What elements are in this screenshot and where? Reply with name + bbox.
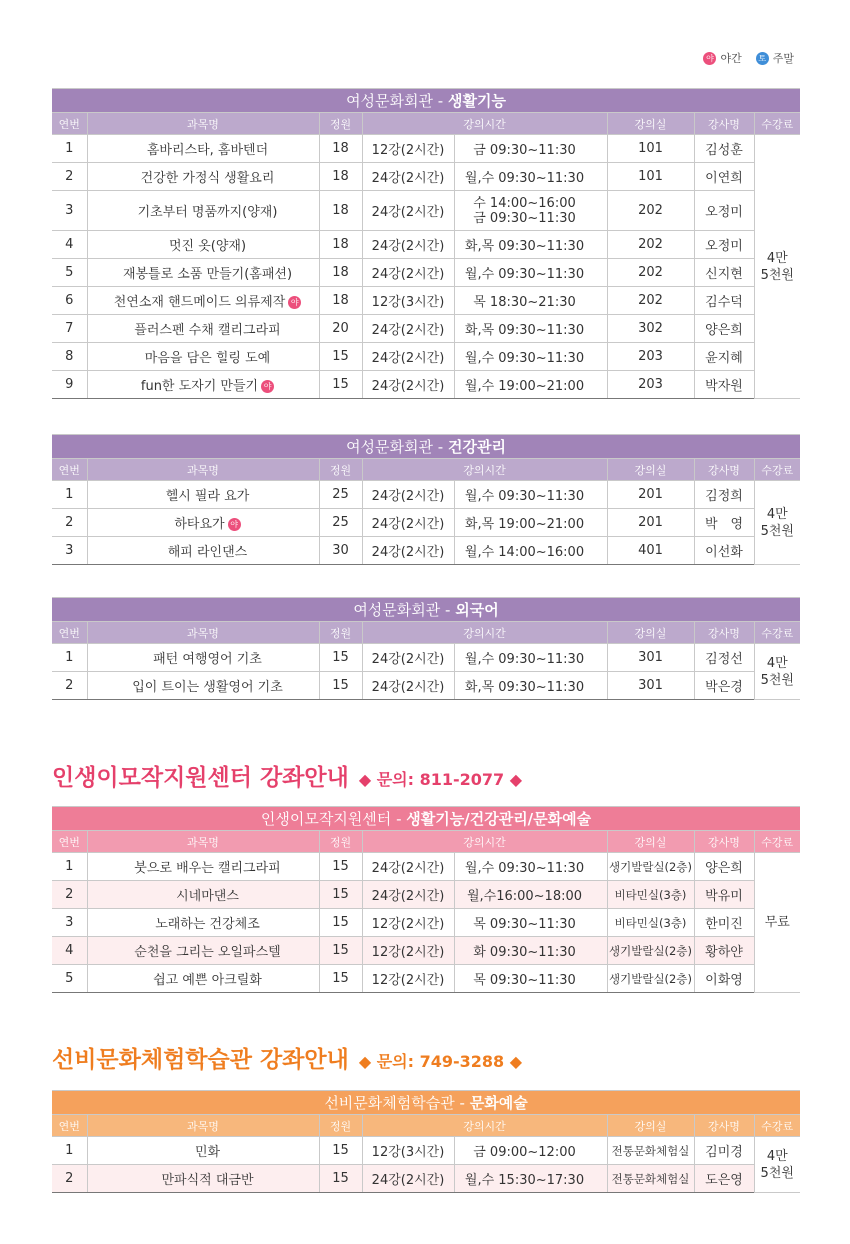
classroom: 생기발랄실(2층) — [607, 853, 694, 881]
class-time: 화,목 09:30~11:30 — [454, 231, 607, 259]
table-title-category: 생활기능 — [448, 92, 506, 110]
course-name-text: 천연소재 핸드메이드 의류제작 — [113, 295, 286, 310]
course-name — [87, 343, 319, 371]
session-count: 24강(2시간) — [362, 537, 454, 565]
table-row — [52, 644, 800, 672]
table-row — [52, 672, 800, 700]
course-table-foreign-language — [52, 597, 800, 700]
table-title-category: 건강관리 — [448, 438, 506, 456]
classroom: 201 — [607, 481, 694, 509]
course-name-text: 해피 라인댄스 — [167, 545, 248, 560]
table-title-prefix: 여성문화회관 — [353, 601, 441, 619]
row-number: 1 — [52, 481, 87, 509]
table-title-dash: - — [437, 92, 444, 110]
classroom: 203 — [607, 343, 694, 371]
column-header: 과목명 — [87, 459, 319, 481]
row-number: 2 — [52, 881, 87, 909]
row-number: 2 — [52, 672, 87, 700]
class-time: 화 09:30~11:30 — [454, 937, 607, 965]
table-title-dash: - — [445, 601, 451, 619]
column-header: 과목명 — [87, 1115, 319, 1137]
table-row — [52, 135, 800, 163]
classroom: 201 — [607, 509, 694, 537]
course-name-text: 만파식적 대금반 — [161, 1173, 254, 1188]
course-name — [87, 1137, 319, 1165]
class-time: 월,수 15:30~17:30 — [454, 1165, 607, 1193]
course-name — [87, 853, 319, 881]
weekend-label: 주말 — [772, 52, 794, 65]
class-time: 월,수 09:30~11:30 — [454, 853, 607, 881]
table-title-category: 문화예술 — [469, 1094, 528, 1112]
course-table-living-skills — [52, 88, 800, 399]
table-title — [52, 1091, 800, 1115]
session-count: 24강(2시간) — [362, 315, 454, 343]
night-class-icon: 야 — [228, 518, 241, 531]
course-name-text: 기초부터 명품까지(양재) — [137, 205, 278, 220]
column-header: 강의시간 — [362, 1115, 607, 1137]
instructor: 양은희 — [694, 315, 754, 343]
section-title-text: 선비문화체험학습관 강좌안내 — [52, 1047, 349, 1073]
table-title-category: 생활기능/건강관리/문화예술 — [406, 810, 592, 828]
row-number: 5 — [52, 965, 87, 993]
table-title-row — [52, 435, 800, 459]
capacity: 15 — [319, 371, 362, 399]
table-header-row — [52, 1115, 800, 1137]
course-name — [87, 163, 319, 191]
table-row — [52, 937, 800, 965]
table-row — [52, 881, 800, 909]
column-header: 강사명 — [694, 1115, 754, 1137]
capacity: 15 — [319, 1137, 362, 1165]
column-header: 강사명 — [694, 622, 754, 644]
course-table-life-center — [52, 806, 800, 993]
course-table-seonbi-center — [52, 1090, 800, 1193]
course-name — [87, 287, 319, 315]
row-number: 2 — [52, 509, 87, 537]
legend — [703, 50, 794, 66]
capacity: 30 — [319, 537, 362, 565]
session-count: 12강(3시간) — [362, 287, 454, 315]
table-row — [52, 537, 800, 565]
course-name-text: 붓으로 배우는 캘리그라피 — [134, 861, 281, 876]
session-count: 12강(2시간) — [362, 937, 454, 965]
table-title-dash: - — [459, 1094, 465, 1112]
classroom: 202 — [607, 259, 694, 287]
tuition-fee-line: 4만 — [766, 506, 788, 522]
tuition-fee-line: 4만 — [766, 250, 788, 266]
classroom: 202 — [607, 191, 694, 231]
course-name-text: 홈바리스타, 홈바텐더 — [146, 143, 269, 158]
course-name-text: 건강한 가정식 생활요리 — [140, 171, 275, 186]
classroom: 생기발랄실(2층) — [607, 937, 694, 965]
course-name — [87, 259, 319, 287]
column-header: 과목명 — [87, 113, 319, 135]
column-header: 연번 — [52, 459, 87, 481]
tuition-fee-line: 5천원 — [760, 267, 794, 283]
session-count: 24강(2시간) — [362, 481, 454, 509]
section-title-seonbi-center — [52, 1041, 522, 1074]
column-header: 수강료 — [754, 459, 800, 481]
table-row — [52, 163, 800, 191]
instructor: 윤지혜 — [694, 343, 754, 371]
session-count: 24강(2시간) — [362, 509, 454, 537]
instructor: 한미진 — [694, 909, 754, 937]
table-row — [52, 1165, 800, 1193]
class-time: 화,목 09:30~11:30 — [454, 672, 607, 700]
instructor: 박자원 — [694, 371, 754, 399]
column-header: 정원 — [319, 459, 362, 481]
tuition-fee-line: 5천원 — [760, 523, 794, 539]
table-row — [52, 481, 800, 509]
course-name — [87, 509, 319, 537]
course-name-text: 하타요가 — [174, 517, 225, 532]
classroom: 101 — [607, 135, 694, 163]
class-time — [454, 191, 607, 231]
capacity: 15 — [319, 343, 362, 371]
table-title-dash: - — [396, 810, 402, 828]
course-name-text: 입이 트이는 생활영어 기초 — [132, 680, 283, 695]
session-count: 24강(2시간) — [362, 259, 454, 287]
course-name — [87, 537, 319, 565]
table-row — [52, 1137, 800, 1165]
column-header: 연번 — [52, 831, 87, 853]
session-count: 24강(2시간) — [362, 371, 454, 399]
night-badge-icon: 야 — [703, 52, 716, 65]
row-number: 4 — [52, 231, 87, 259]
session-count: 24강(2시간) — [362, 191, 454, 231]
section-title-text: 인생이모작지원센터 강좌안내 — [52, 765, 349, 791]
row-number: 4 — [52, 937, 87, 965]
table-row — [52, 191, 800, 231]
class-time: 월,수 09:30~11:30 — [454, 343, 607, 371]
instructor: 이화영 — [694, 965, 754, 993]
classroom: 301 — [607, 672, 694, 700]
course-name-text: 순천을 그리는 오일파스텔 — [134, 945, 281, 960]
class-time-line: 금 09:30~11:30 — [473, 210, 576, 226]
classroom: 101 — [607, 163, 694, 191]
column-header: 강의시간 — [362, 459, 607, 481]
capacity: 15 — [319, 672, 362, 700]
instructor: 김성훈 — [694, 135, 754, 163]
row-number: 2 — [52, 1165, 87, 1193]
table-row — [52, 259, 800, 287]
tuition-fee-line: 5천원 — [760, 672, 794, 688]
course-name — [87, 231, 319, 259]
table-row — [52, 231, 800, 259]
session-count: 24강(2시간) — [362, 163, 454, 191]
instructor: 김정희 — [694, 481, 754, 509]
class-time: 월,수 09:30~11:30 — [454, 259, 607, 287]
row-number: 1 — [52, 1137, 87, 1165]
instructor: 오정미 — [694, 191, 754, 231]
class-time: 화,목 09:30~11:30 — [454, 315, 607, 343]
course-name — [87, 1165, 319, 1193]
column-header: 강의시간 — [362, 622, 607, 644]
column-header: 정원 — [319, 622, 362, 644]
course-name-text: 시네마댄스 — [176, 889, 239, 904]
class-time-line: 수 14:00~16:00 — [473, 195, 576, 211]
session-count: 24강(2시간) — [362, 853, 454, 881]
course-name-text: 민화 — [194, 1145, 221, 1160]
instructor: 양은희 — [694, 853, 754, 881]
table-row — [52, 343, 800, 371]
session-count: 12강(2시간) — [362, 909, 454, 937]
course-name-text: 쉽고 예쁜 아크릴화 — [153, 973, 262, 988]
instructor: 이연희 — [694, 163, 754, 191]
column-header: 수강료 — [754, 622, 800, 644]
capacity: 25 — [319, 509, 362, 537]
course-name — [87, 672, 319, 700]
class-time: 목 18:30~21:30 — [454, 287, 607, 315]
table-row — [52, 287, 800, 315]
course-name-text: 멋진 옷(양재) — [168, 239, 247, 254]
classroom: 비타민실(3층) — [607, 881, 694, 909]
course-name-text: 노래하는 건강체조 — [155, 917, 260, 932]
classroom: 전통문화체험실 — [607, 1137, 694, 1165]
course-name — [87, 191, 319, 231]
tuition-fee-line: 4만 — [766, 655, 788, 671]
column-header: 연번 — [52, 113, 87, 135]
course-name — [87, 881, 319, 909]
instructor: 황하얀 — [694, 937, 754, 965]
capacity: 15 — [319, 1165, 362, 1193]
tuition-fee — [754, 644, 800, 700]
course-name — [87, 315, 319, 343]
row-number: 6 — [52, 287, 87, 315]
column-header: 강의실 — [607, 459, 694, 481]
course-name — [87, 909, 319, 937]
table-title-prefix: 인생이모작지원센터 — [260, 810, 392, 828]
table-title-row — [52, 89, 800, 113]
column-header: 강의실 — [607, 622, 694, 644]
night-class-icon: 야 — [288, 296, 301, 309]
instructor: 박은경 — [694, 672, 754, 700]
tuition-fee — [754, 1137, 800, 1193]
session-count: 24강(2시간) — [362, 644, 454, 672]
capacity: 18 — [319, 287, 362, 315]
class-time: 월,수 19:00~21:00 — [454, 371, 607, 399]
table-header-row — [52, 831, 800, 853]
instructor: 이선화 — [694, 537, 754, 565]
capacity: 15 — [319, 644, 362, 672]
capacity: 15 — [319, 909, 362, 937]
table-title — [52, 435, 800, 459]
night-class-icon: 야 — [261, 380, 274, 393]
table-row — [52, 371, 800, 399]
instructor: 오정미 — [694, 231, 754, 259]
course-name — [87, 937, 319, 965]
column-header: 강의실 — [607, 1115, 694, 1137]
tuition-fee — [754, 481, 800, 565]
class-time: 목 09:30~11:30 — [454, 909, 607, 937]
instructor: 도은영 — [694, 1165, 754, 1193]
session-count: 24강(2시간) — [362, 672, 454, 700]
row-number: 3 — [52, 909, 87, 937]
course-name — [87, 371, 319, 399]
course-name-text: 패턴 여행영어 기초 — [153, 652, 262, 667]
course-name — [87, 965, 319, 993]
tuition-fee-line: 4만 — [766, 1148, 788, 1164]
classroom: 비타민실(3층) — [607, 909, 694, 937]
classroom: 301 — [607, 644, 694, 672]
capacity: 18 — [319, 259, 362, 287]
row-number: 8 — [52, 343, 87, 371]
course-name-text: 마음을 담은 힐링 도예 — [144, 351, 271, 366]
column-header: 강의실 — [607, 113, 694, 135]
capacity: 18 — [319, 231, 362, 259]
table-title-row — [52, 598, 800, 622]
classroom: 전통문화체험실 — [607, 1165, 694, 1193]
inquiry-text: ◆ 문의: 811-2077 ◆ — [358, 770, 523, 789]
class-time: 월,수16:00~18:00 — [454, 881, 607, 909]
class-time: 월,수 09:30~11:30 — [454, 163, 607, 191]
classroom: 203 — [607, 371, 694, 399]
class-time: 금 09:30~11:30 — [454, 135, 607, 163]
row-number: 5 — [52, 259, 87, 287]
capacity: 15 — [319, 937, 362, 965]
class-time: 화,목 19:00~21:00 — [454, 509, 607, 537]
session-count: 24강(2시간) — [362, 231, 454, 259]
capacity: 20 — [319, 315, 362, 343]
weekend-badge-icon: 토 — [756, 52, 769, 65]
capacity: 15 — [319, 881, 362, 909]
instructor: 신지현 — [694, 259, 754, 287]
table-title-row — [52, 807, 800, 831]
instructor: 김미경 — [694, 1137, 754, 1165]
row-number: 3 — [52, 537, 87, 565]
capacity: 18 — [319, 163, 362, 191]
table-title — [52, 598, 800, 622]
column-header: 연번 — [52, 622, 87, 644]
row-number: 2 — [52, 163, 87, 191]
class-time: 월,수 14:00~16:00 — [454, 537, 607, 565]
column-header: 수강료 — [754, 113, 800, 135]
column-header: 강의실 — [607, 831, 694, 853]
column-header: 수강료 — [754, 831, 800, 853]
table-row — [52, 965, 800, 993]
course-name — [87, 135, 319, 163]
class-time: 월,수 09:30~11:30 — [454, 481, 607, 509]
table-row — [52, 509, 800, 537]
course-name-text: 헬시 필라 요가 — [165, 489, 250, 504]
tuition-fee-line: 5천원 — [760, 1165, 794, 1181]
course-name-text: fun한 도자기 만들기 — [140, 379, 259, 394]
capacity: 15 — [319, 965, 362, 993]
class-time: 금 09:00~12:00 — [454, 1137, 607, 1165]
classroom: 생기발랄실(2층) — [607, 965, 694, 993]
column-header: 과목명 — [87, 831, 319, 853]
capacity: 18 — [319, 191, 362, 231]
course-name — [87, 644, 319, 672]
table-title-prefix: 선비문화체험학습관 — [324, 1094, 455, 1112]
table-header-row — [52, 113, 800, 135]
table-title-dash: - — [437, 438, 444, 456]
section-title-life-center — [52, 759, 522, 792]
course-name-text: 재봉틀로 소품 만들기(홈패션) — [122, 267, 293, 282]
class-time: 월,수 09:30~11:30 — [454, 644, 607, 672]
column-header: 강사명 — [694, 831, 754, 853]
table-row — [52, 909, 800, 937]
capacity: 15 — [319, 853, 362, 881]
session-count: 24강(2시간) — [362, 343, 454, 371]
course-name — [87, 481, 319, 509]
course-table-health — [52, 434, 800, 565]
column-header: 정원 — [319, 831, 362, 853]
classroom: 202 — [607, 287, 694, 315]
table-title — [52, 89, 800, 113]
table-title-row — [52, 1091, 800, 1115]
column-header: 강사명 — [694, 459, 754, 481]
instructor: 김정선 — [694, 644, 754, 672]
row-number: 9 — [52, 371, 87, 399]
session-count: 24강(2시간) — [362, 881, 454, 909]
inquiry-text: ◆ 문의: 749-3288 ◆ — [358, 1052, 523, 1071]
table-title-prefix: 여성문화회관 — [346, 438, 434, 456]
column-header: 연번 — [52, 1115, 87, 1137]
table-title-category: 외국어 — [455, 601, 499, 619]
column-header: 정원 — [319, 1115, 362, 1137]
tuition-fee-line: 무료 — [764, 915, 790, 930]
classroom: 202 — [607, 231, 694, 259]
row-number: 1 — [52, 135, 87, 163]
table-title — [52, 807, 800, 831]
table-header-row — [52, 622, 800, 644]
session-count: 12강(2시간) — [362, 965, 454, 993]
column-header: 강의시간 — [362, 831, 607, 853]
row-number: 1 — [52, 644, 87, 672]
table-header-row — [52, 459, 800, 481]
instructor: 박유미 — [694, 881, 754, 909]
tuition-fee — [754, 853, 800, 993]
table-row — [52, 315, 800, 343]
column-header: 강의시간 — [362, 113, 607, 135]
column-header: 수강료 — [754, 1115, 800, 1137]
capacity: 18 — [319, 135, 362, 163]
course-name-text: 플러스펜 수채 캘리그라피 — [134, 323, 281, 338]
row-number: 1 — [52, 853, 87, 881]
night-label: 야간 — [720, 52, 742, 65]
classroom: 401 — [607, 537, 694, 565]
tuition-fee — [754, 135, 800, 399]
session-count: 12강(3시간) — [362, 1137, 454, 1165]
row-number: 3 — [52, 191, 87, 231]
table-title-prefix: 여성문화회관 — [346, 92, 434, 110]
session-count: 12강(2시간) — [362, 135, 454, 163]
column-header: 과목명 — [87, 622, 319, 644]
class-time: 목 09:30~11:30 — [454, 965, 607, 993]
column-header: 정원 — [319, 113, 362, 135]
instructor: 김수덕 — [694, 287, 754, 315]
instructor: 박 영 — [694, 509, 754, 537]
column-header: 강사명 — [694, 113, 754, 135]
row-number: 7 — [52, 315, 87, 343]
table-row — [52, 853, 800, 881]
session-count: 24강(2시간) — [362, 1165, 454, 1193]
capacity: 25 — [319, 481, 362, 509]
classroom: 302 — [607, 315, 694, 343]
